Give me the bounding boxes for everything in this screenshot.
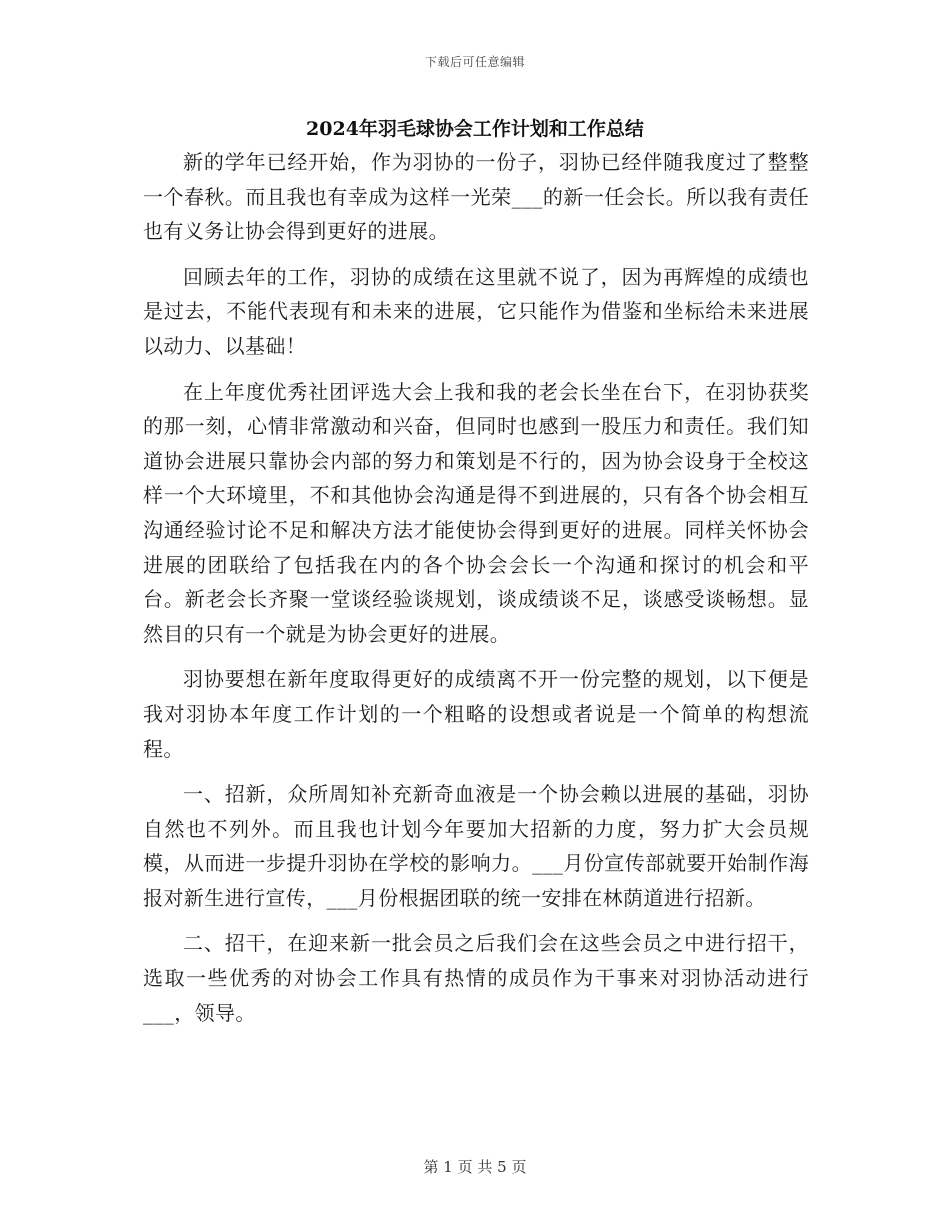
document-body xyxy=(143,145,809,1030)
document-title: 2024年羽毛球协会工作计划和工作总结 xyxy=(306,118,644,140)
paragraph-intro: 新的学年已经开始，作为羽协的一份子，羽协已经伴随我度过了整整一个春秋。而且我也有幸成为这样一光荣___的新一任会长。所以我有责任也有义务让协会得到更好的进展。 xyxy=(143,150,809,244)
page-number: 第 1 页 共 5 页 xyxy=(423,1158,527,1176)
paragraph-recruit-officers: 二、招干，在迎来新一批会员之后我们会在这些会员之中进行招干，选取一些优秀的对协会工作具有热情的成员作为干事来对羽协活动进行___，领导。 xyxy=(143,931,809,1025)
paragraph-plan-intro: 羽协要想在新年度取得更好的成绩离不开一份完整的规划，以下便是我对羽协本年度工作计划的一个粗略的设想或者说是一个简单的构想流程。 xyxy=(143,667,809,761)
paragraph-review: 回顾去年的工作，羽协的成绩在这里就不说了，因为再辉煌的成绩也是过去，不能代表现有和未来的进展，它只能作为借鉴和坐标给未来进展以动力、以基础！ xyxy=(143,264,809,358)
paragraph-recruit-members: 一、招新，众所周知补充新奇血液是一个协会赖以进展的基础，羽协自然也不列外。而且我也计划今年要加大招新的力度，努力扩大会员规模，从而进一步提升羽协在学校的影响力。___月份宣传部就要开始制作海报对新生进行宣传，___月份根据团联的统一安排在林荫道进行招新。 xyxy=(143,782,809,910)
page-header: 下载后可任意编辑 xyxy=(424,55,525,69)
paragraph-communication: 在上年度优秀社团评选大会上我和我的老会长坐在台下，在羽协获奖的那一刻，心情非常激动和兴奋，但同时也感到一股压力和责任。我们知道协会进展只靠协会内部的努力和策划是不行的，因为协会设身于全校这样一个大环境里，不和其他协会沟通是得不到进展的，只有各个协会相互沟通经验讨论不足和解决方法才能使协会得到更好的进展。同样关怀协会进展的团联给了包括我在内的各个协会会长一个沟通和探讨的机会和平台。新老会长齐聚一堂谈经验谈规划，谈成绩谈不足，谈感受谈畅想。显然目的只有一个就是为协会更好的进展。 xyxy=(143,379,809,646)
